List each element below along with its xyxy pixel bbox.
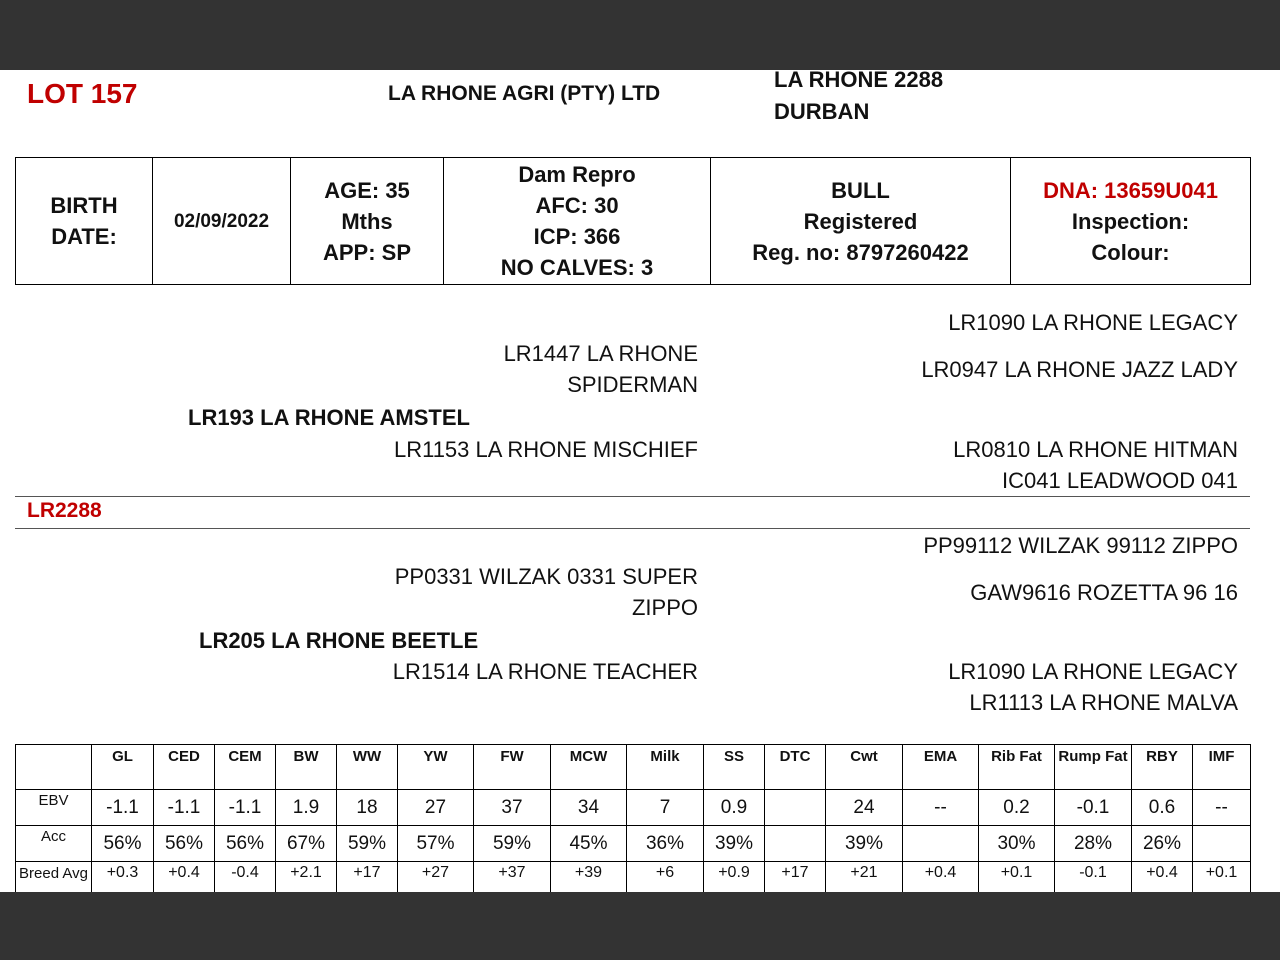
ebv-header-cell: SS bbox=[704, 745, 765, 790]
ebv-value-cell: +0.3 bbox=[92, 862, 154, 905]
top-bar bbox=[0, 0, 1280, 70]
dam-sire: PP0331 WILZAK 0331 SUPER ZIPPO bbox=[394, 564, 698, 620]
ebv-header-cell: WW bbox=[337, 745, 398, 790]
sire-dam: LR1153 LA RHONE MISCHIEF bbox=[393, 437, 698, 462]
ebv-value-cell: 56% bbox=[154, 826, 215, 862]
ebv-header-cell: GL bbox=[92, 745, 154, 790]
dam-dam: LR1514 LA RHONE TEACHER bbox=[392, 659, 698, 684]
divider-bottom bbox=[15, 528, 1250, 529]
dam-sire-dam: GAW9616 ROZETTA 96 16 bbox=[970, 580, 1238, 605]
age-cell: AGE: 35 Mths APP: SP bbox=[291, 158, 444, 285]
birth-date-label: BIRTH DATE: bbox=[16, 158, 153, 285]
sire-dam-dam: IC041 LEADWOOD 041 bbox=[1002, 468, 1238, 493]
ebv-value-cell: 0.9 bbox=[704, 790, 765, 826]
ebv-value-cell: -0.1 bbox=[1055, 862, 1132, 905]
ebv-header-cell: DTC bbox=[765, 745, 826, 790]
ebv-header-cell: Cwt bbox=[826, 745, 903, 790]
sire-sire-dam: LR0947 LA RHONE JAZZ LADY bbox=[921, 357, 1238, 382]
ebv-value-cell: -- bbox=[903, 790, 979, 826]
ebv-value-cell: 67% bbox=[276, 826, 337, 862]
ebv-value-cell: +0.1 bbox=[979, 862, 1055, 905]
ebv-value-cell bbox=[765, 790, 826, 826]
ebv-header-cell: Rib Fat bbox=[979, 745, 1055, 790]
ebv-value-cell: 0.2 bbox=[979, 790, 1055, 826]
ebv-value-cell: +17 bbox=[765, 862, 826, 905]
ebv-value-cell: -1.1 bbox=[92, 790, 154, 826]
info-table bbox=[15, 157, 1251, 285]
ebv-value-cell: 37 bbox=[474, 790, 551, 826]
dna-number: DNA: 13659U041 bbox=[1043, 177, 1218, 203]
acc-row bbox=[16, 826, 1251, 862]
ebv-value-cell: 39% bbox=[826, 826, 903, 862]
ebv-value-cell: 7 bbox=[627, 790, 704, 826]
ebv-value-cell: 34 bbox=[551, 790, 627, 826]
address-line-1: LA RHONE 2288 bbox=[774, 67, 944, 92]
breeder-name: LA RHONE AGRI (PTY) LTD bbox=[388, 82, 661, 105]
registration-cell: BULL Registered Reg. no: 8797260422 bbox=[711, 158, 1011, 285]
ebv-row bbox=[16, 790, 1251, 826]
ebv-value-cell: 36% bbox=[627, 826, 704, 862]
ebv-value-cell: 28% bbox=[1055, 826, 1132, 862]
ebv-value-cell: +0.9 bbox=[704, 862, 765, 905]
ebv-value-cell: +6 bbox=[627, 862, 704, 905]
dam-repro-cell: Dam Repro AFC: 30 ICP: 366 NO CALVES: 3 bbox=[444, 158, 711, 285]
ebv-header-cell: EMA bbox=[903, 745, 979, 790]
ebv-value-cell: +21 bbox=[826, 862, 903, 905]
ebv-value-cell: 18 bbox=[337, 790, 398, 826]
ebv-value-cell: +0.4 bbox=[903, 862, 979, 905]
ebv-value-cell: 59% bbox=[337, 826, 398, 862]
ebv-value-cell: +0.4 bbox=[154, 862, 215, 905]
ebv-header-cell: MCW bbox=[551, 745, 627, 790]
ebv-value-cell: 30% bbox=[979, 826, 1055, 862]
sire-sire: LR1447 LA RHONE SPIDERMAN bbox=[503, 341, 698, 397]
ebv-value-cell: 59% bbox=[474, 826, 551, 862]
ebv-value-cell: -1.1 bbox=[215, 790, 276, 826]
ebv-table bbox=[15, 744, 1251, 905]
ebv-value-cell: -1.1 bbox=[154, 790, 215, 826]
ebv-header-cell: YW bbox=[398, 745, 474, 790]
sire-sire-sire: LR1090 LA RHONE LEGACY bbox=[948, 310, 1238, 335]
dam: LR205 LA RHONE BEETLE bbox=[199, 628, 479, 653]
ebv-header-row bbox=[16, 745, 1251, 790]
ebv-value-cell: -- bbox=[1193, 790, 1251, 826]
ebv-value-cell: +27 bbox=[398, 862, 474, 905]
birth-date-value: 02/09/2022 bbox=[153, 158, 291, 285]
ebv-value-cell: +0.4 bbox=[1132, 862, 1193, 905]
address-line-2: DURBAN bbox=[774, 99, 870, 124]
ebv-value-cell: 56% bbox=[92, 826, 154, 862]
ebv-value-cell: 0.6 bbox=[1132, 790, 1193, 826]
dam-dam-sire: LR1090 LA RHONE LEGACY bbox=[948, 659, 1238, 684]
ebv-value-cell: 57% bbox=[398, 826, 474, 862]
ebv-header-cell: CED bbox=[154, 745, 215, 790]
ebv-value-cell: +2.1 bbox=[276, 862, 337, 905]
breeder-address bbox=[774, 64, 943, 128]
ebv-value-cell: 26% bbox=[1132, 826, 1193, 862]
ebv-header-cell: Milk bbox=[627, 745, 704, 790]
ebv-value-cell: 56% bbox=[215, 826, 276, 862]
dna-cell: DNA: 13659U041 Inspection: Colour: bbox=[1011, 158, 1251, 285]
ebv-value-cell: +17 bbox=[337, 862, 398, 905]
dam-dam-dam: LR1113 LA RHONE MALVA bbox=[969, 690, 1238, 715]
bottom-bar bbox=[0, 892, 1280, 960]
ebv-value-cell: 27 bbox=[398, 790, 474, 826]
divider-top bbox=[15, 496, 1250, 497]
ebv-value-cell: +39 bbox=[551, 862, 627, 905]
sire: LR193 LA RHONE AMSTEL bbox=[188, 405, 470, 430]
sire-dam-sire: LR0810 LA RHONE HITMAN bbox=[953, 437, 1238, 462]
lot-number: LOT 157 bbox=[27, 78, 138, 109]
dam-sire-sire: PP99112 WILZAK 99112 ZIPPO bbox=[923, 533, 1238, 558]
ebv-value-cell: 1.9 bbox=[276, 790, 337, 826]
animal-id: LR2288 bbox=[27, 499, 102, 522]
ebv-header-cell: FW bbox=[474, 745, 551, 790]
ebv-value-cell bbox=[1193, 826, 1251, 862]
ebv-row-label: EBV bbox=[16, 790, 92, 826]
ebv-header-cell: CEM bbox=[215, 745, 276, 790]
ebv-value-cell: 39% bbox=[704, 826, 765, 862]
ebv-value-cell: 24 bbox=[826, 790, 903, 826]
ebv-header-cell: RBY bbox=[1132, 745, 1193, 790]
ebv-value-cell: -0.1 bbox=[1055, 790, 1132, 826]
ebv-header-cell: Rump Fat bbox=[1055, 745, 1132, 790]
ebv-row-label: Breed Avg bbox=[16, 862, 92, 905]
ebv-value-cell bbox=[765, 826, 826, 862]
ebv-value-cell: 45% bbox=[551, 826, 627, 862]
ebv-header-cell: IMF bbox=[1193, 745, 1251, 790]
ebv-row-label: Acc bbox=[16, 826, 92, 862]
ebv-value-cell: +0.1 bbox=[1193, 862, 1251, 905]
ebv-value-cell: +37 bbox=[474, 862, 551, 905]
ebv-value-cell: -0.4 bbox=[215, 862, 276, 905]
ebv-header-cell: BW bbox=[276, 745, 337, 790]
ebv-corner-cell bbox=[16, 745, 92, 790]
ebv-value-cell bbox=[903, 826, 979, 862]
